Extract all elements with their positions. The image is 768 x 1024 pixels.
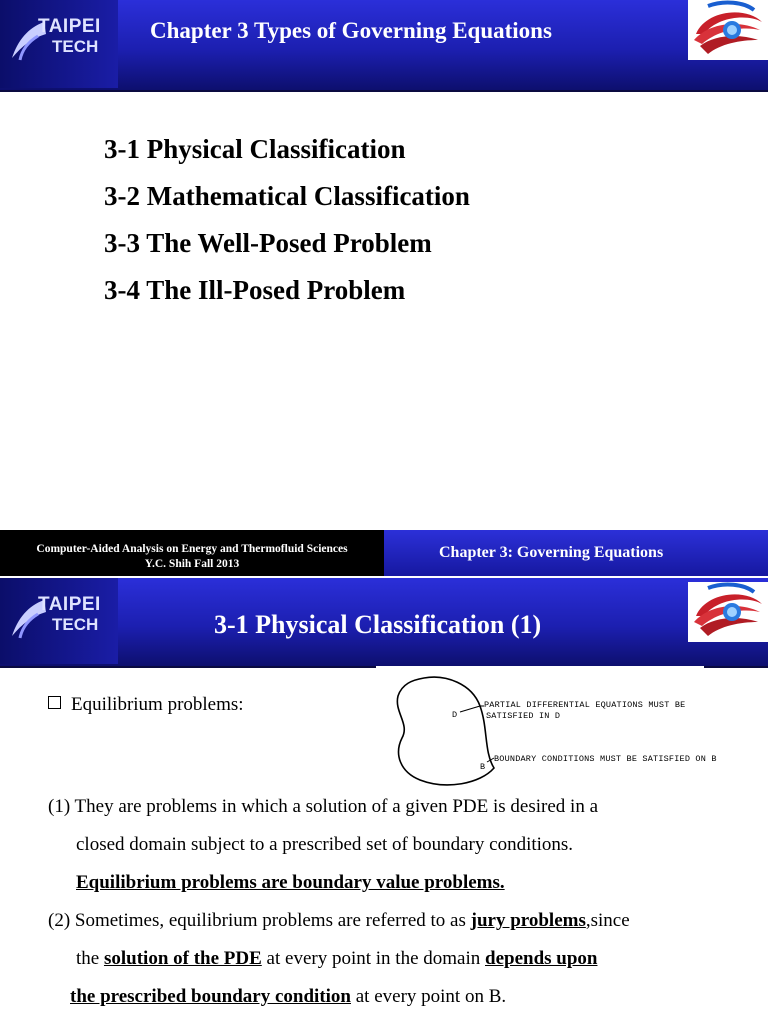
taipei-tech-logo: [0, 0, 118, 88]
p1-line2: closed domain subject to a prescribed set of boundary conditions.: [76, 834, 574, 855]
slide1-title: Chapter 3 Types of Governing Equations: [150, 18, 552, 43]
university-emblem: [688, 0, 768, 60]
toc-item: 3-4 The Ill-Posed Problem: [104, 275, 406, 305]
p2-text: at every point in the domain: [261, 948, 485, 969]
emblem-icon: [688, 0, 768, 60]
p2-line3: [70, 986, 506, 1008]
pde-label: PARTIAL DIFFERENTIAL EQUATIONS MUST BE: [484, 700, 686, 710]
footer-instructor: Y.C. Shih Fall 2013: [144, 558, 240, 570]
footer-course-info: [0, 530, 384, 576]
p2-text: (2) Sometimes, equilibrium problems are referred to as: [48, 910, 471, 931]
p2-emphasis-solution: solution of the PDE: [103, 948, 262, 969]
point-d-label: D: [452, 710, 458, 720]
slide2-header: [0, 578, 768, 668]
slide1-header: [0, 0, 768, 92]
footer-course-title: Computer-Aided Analysis on Energy and Thermofluid Sciences: [36, 543, 348, 555]
bullet-equilibrium: [48, 694, 244, 716]
pde-label-line2: SATISFIED IN D: [486, 711, 561, 721]
footer-chapter: [384, 530, 768, 576]
slide2-body: [0, 668, 768, 1024]
boundary-label: BOUNDARY CONDITIONS MUST BE SATISFIED ON B: [494, 754, 717, 764]
logo-text-tech: TECH: [52, 615, 99, 634]
p2-emphasis-depends: depends upon: [485, 948, 598, 969]
p2-emphasis-boundary: the prescribed boundary condition: [70, 986, 351, 1007]
chapter-toc: [104, 126, 470, 314]
taipei-tech-logo: [0, 578, 118, 664]
p1-line1: (1) They are problems in which a solution of a given PDE is desired in a: [48, 796, 598, 817]
p2-text: the: [76, 948, 104, 969]
square-bullet-icon: [48, 696, 61, 709]
p2-emphasis-jury: jury problems: [470, 910, 586, 931]
toc-item: 3-3 The Well-Posed Problem: [104, 228, 432, 258]
p2-text: at every point on B.: [351, 986, 507, 1007]
footer-chapter-label: Chapter 3: Governing Equations: [439, 544, 664, 561]
university-emblem: [688, 582, 768, 642]
p2-line1: [48, 910, 630, 932]
point-b-label: B: [480, 762, 486, 772]
logo-text-taipei: TAIPEI: [38, 594, 101, 615]
toc-item: 3-1 Physical Classification: [104, 134, 406, 164]
p1-line3-emphasis: Equilibrium problems are boundary value problems.: [76, 872, 505, 893]
bullet-text: Equilibrium problems:: [71, 694, 244, 715]
p2-text: ,since: [585, 910, 630, 931]
p2-line2: [76, 948, 597, 970]
toc-item: 3-2 Mathematical Classification: [104, 181, 470, 211]
logo-text-tech: TECH: [52, 37, 99, 56]
emblem-icon: [688, 582, 768, 642]
logo-text-taipei: TAIPEI: [38, 16, 101, 37]
slide2-title: 3-1 Physical Classification (1): [214, 610, 542, 639]
slide1-footer: [0, 530, 768, 576]
